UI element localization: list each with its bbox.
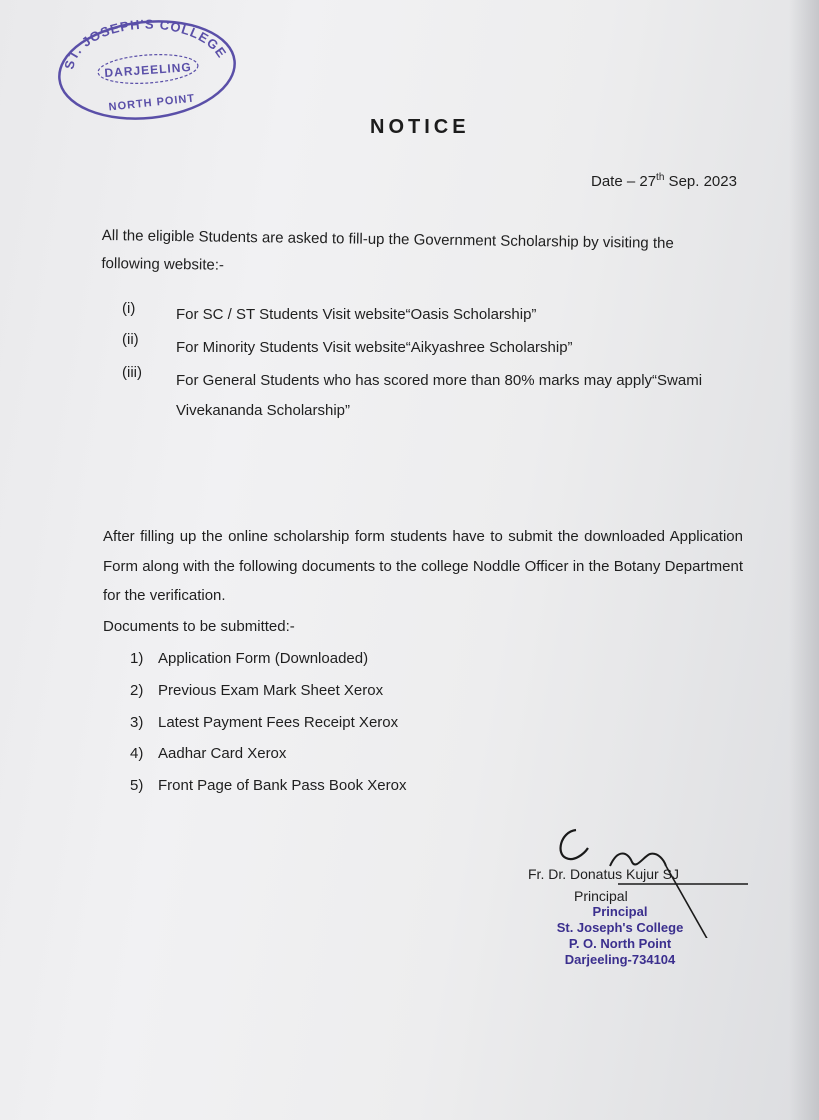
document-item <box>130 714 398 731</box>
intro-paragraph: All the eligible Students are asked to fill-up the Government Scholarship by visiting the following website:- <box>101 226 674 274</box>
document-text: Front Page of Bank Pass Book Xerox <box>158 777 407 794</box>
signatory-role: Principal <box>574 888 628 904</box>
date-prefix: Date – 27 <box>591 173 657 190</box>
stamp-ring-text: ST. JOSEPH'S COLLEGE <box>61 16 230 71</box>
principal-seal <box>550 904 690 968</box>
document-item <box>130 682 383 699</box>
college-stamp <box>52 14 242 122</box>
document-text: Previous Exam Mark Sheet Xerox <box>158 682 384 699</box>
website-item-number: (ii) <box>122 331 139 348</box>
college-stamp-graphic <box>52 14 242 122</box>
document-text: Aadhar Card Xerox <box>158 745 287 762</box>
notice-title: NOTICE <box>370 116 470 138</box>
website-item-number: (iii) <box>122 364 142 381</box>
seal-line: Darjeeling-734104 <box>564 952 676 967</box>
website-item-number: (i) <box>122 300 136 317</box>
notice-date <box>591 172 737 190</box>
submission-paragraph: After filling up the online scholarship form students have to submit the downloaded Application Form along with the following documents to the college Noddle Officer in the Botany Department for the verification. <box>103 528 743 604</box>
stamp-middle-text: DARJEELING <box>104 59 193 81</box>
document-number: 2) <box>130 682 144 699</box>
document-item <box>130 745 286 762</box>
website-item-text: For Minority Students Visit website“Aikyashree Scholarship” <box>176 339 573 356</box>
seal-line: Principal <box>592 904 648 919</box>
date-superscript: th <box>656 172 665 183</box>
page-shadow <box>789 0 819 1120</box>
document-item <box>130 650 368 667</box>
document-number: 5) <box>130 777 144 794</box>
document-number: 4) <box>130 745 144 762</box>
document-number: 3) <box>130 714 144 731</box>
website-item-text: For SC / ST Students Visit website“Oasis Scholarship” <box>176 306 537 323</box>
documents-heading: Documents to be submitted:- <box>103 618 295 635</box>
date-suffix: Sep. 2023 <box>664 173 737 190</box>
document-text: Application Form (Downloaded) <box>158 650 369 667</box>
website-item-text: For General Students who has scored more than 80% marks may apply“Swami Vivekananda Scholarship” <box>176 372 703 419</box>
stamp-bottom-text: NORTH POINT <box>108 92 196 114</box>
document-number: 1) <box>130 650 144 667</box>
signatory-name: Fr. Dr. Donatus Kujur SJ <box>528 866 679 882</box>
document-item <box>130 777 406 794</box>
seal-line: P. O. North Point <box>568 936 672 951</box>
seal-line: St. Joseph's College <box>556 920 684 935</box>
document-text: Latest Payment Fees Receipt Xerox <box>158 714 399 731</box>
